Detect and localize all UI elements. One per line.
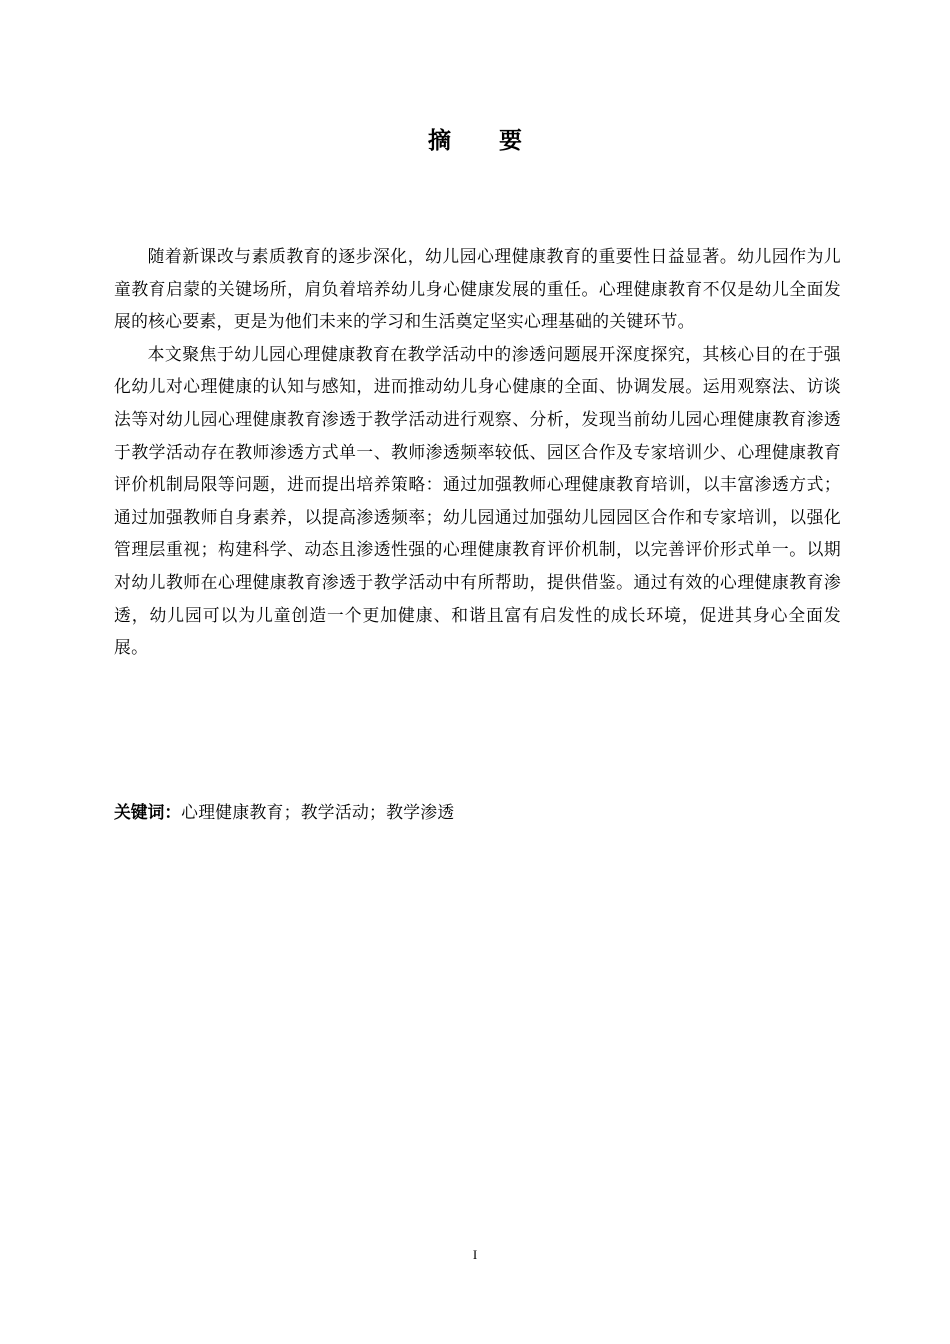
page-title: 摘 要 bbox=[427, 128, 542, 154]
keywords-text: 心理健康教育；教学活动；教学渗透 bbox=[181, 802, 455, 822]
page-number: I bbox=[472, 1247, 478, 1262]
abstract-paragraph-1: 随着新课改与素质教育的逐步深化，幼儿园心理健康教育的重要性日益显著。幼儿园作为儿童教育启蒙的关键场所，肩负着培养幼儿身心健康发展的重任。心理健康教育不仅是幼儿全面发展的核心要素，更是为他们未来的学习和生活奠定坚实心理基础的关键环节。 bbox=[114, 246, 841, 332]
keywords-line bbox=[114, 797, 841, 827]
abstract-body bbox=[114, 240, 841, 664]
keywords-label: 关键词： bbox=[114, 802, 182, 822]
abstract-paragraph-2: 本文聚焦于幼儿园心理健康教育在教学活动中的渗透问题展开深度探究，其核心目的在于强化幼儿对心理健康的认知与感知，进而推动幼儿身心健康的全面、协调发展。运用观察法、访谈法等对幼儿园心理健康教育渗透于教学活动进行观察、分析，发现当前幼儿园心理健康教育渗透于教学活动存在教师渗透方式单一、教师渗透频率较低、园区合作及专家培训少、心理健康教育评价机制局限等问题，进而提出培养策略：通过加强教师心理健康教育培训，以丰富渗透方式；通过加强教师自身素养，以提高渗透频率；幼儿园通过加强幼儿园园区合作和专家培训，以强化管理层重视；构建科学、动态且渗透性强的心理健康教育评价机制，以完善评价形式单一。以期对幼儿教师在心理健康教育渗透于教学活动中有所帮助，提供借鉴。通过有效的心理健康教育渗透，幼儿园可以为儿童创造一个更加健康、和谐且富有启发性的成长环境，促进其身心全面发展。 bbox=[114, 343, 841, 658]
